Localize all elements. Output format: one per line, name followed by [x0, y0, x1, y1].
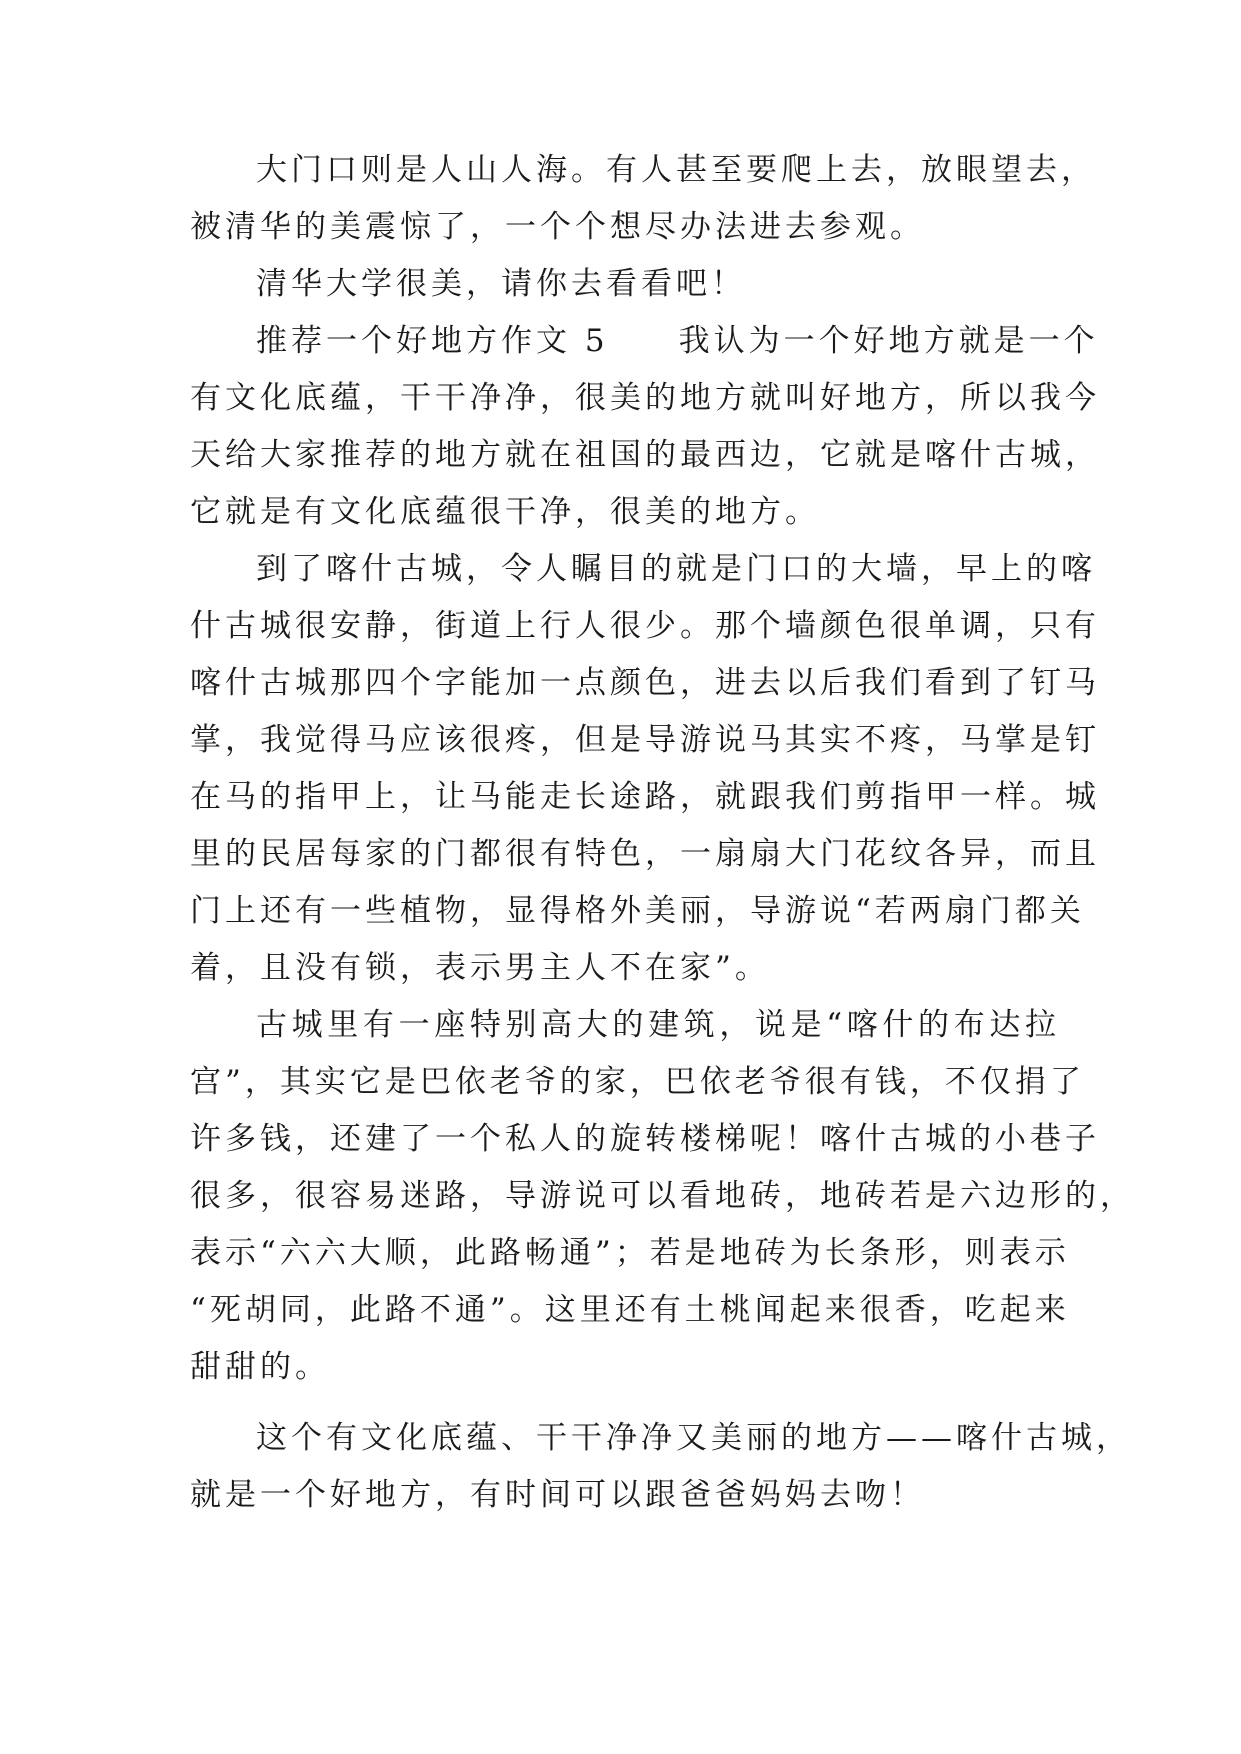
text-line: 到了喀什古城，令人瞩目的就是门口的大墙，早上的喀 [256, 551, 1096, 587]
text-line: 很多，很容易迷路，导游说可以看地砖，地砖若是六边形的， [190, 1178, 1135, 1214]
text-line: 有文化底蕴，干干净净，很美的地方就叫好地方，所以我今 [190, 380, 1100, 416]
text-line: 什古城很安静，街道上行人很少。那个墙颜色很单调，只有 [190, 608, 1100, 644]
text-line: 就是一个好地方，有时间可以跟爸爸妈妈去吻！ [190, 1477, 925, 1513]
text-line: 它就是有文化底蕴很干净，很美的地方。 [190, 494, 820, 530]
text-line: “死胡同，此路不通”。这里还有土桃闻起来很香，吃起来 [190, 1292, 1070, 1328]
text-line: 掌，我觉得马应该很疼，但是导游说马其实不疼，马掌是钉 [190, 722, 1100, 758]
text-line: 表示“六六大顺，此路畅通”；若是地砖为长条形，则表示 [190, 1235, 1070, 1271]
text-line: 宫”，其实它是巴依老爷的家，巴依老爷很有钱，不仅捐了 [190, 1064, 1085, 1100]
text-line: 在马的指甲上，让马能走长途路，就跟我们剪指甲一样。城 [190, 779, 1100, 815]
text-line: 清华大学很美，请你去看看吧！ [256, 266, 746, 302]
text-line: 古城里有一座特别高大的建筑，说是“喀什的布达拉 [256, 1007, 1060, 1043]
text-line: 门上还有一些植物，显得格外美丽，导游说“若两扇门都关 [190, 893, 1085, 929]
text-line: 大门口则是人山人海。有人甚至要爬上去，放眼望去， [256, 152, 1096, 188]
text-line: 许多钱，还建了一个私人的旋转楼梯呢！喀什古城的小巷子 [190, 1121, 1100, 1157]
text-line: 里的民居每家的门都很有特色，一扇扇大门花纹各异，而且 [190, 836, 1100, 872]
text-line: 喀什古城那四个字能加一点颜色，进去以后我们看到了钉马 [190, 665, 1100, 701]
text-line: 甜甜的。 [190, 1349, 330, 1385]
text-line: 被清华的美震惊了，一个个想尽办法进去参观。 [190, 209, 925, 245]
text-line: 推荐一个好地方作文 5 我认为一个好地方就是一个 [256, 323, 1099, 359]
text-line: 着，且没有锁，表示男主人不在家”。 [190, 950, 770, 986]
text-line: 这个有文化底蕴、干干净净又美丽的地方——喀什古城， [256, 1420, 1131, 1456]
text-line: 天给大家推荐的地方就在祖国的最西边，它就是喀什古城， [190, 437, 1100, 473]
